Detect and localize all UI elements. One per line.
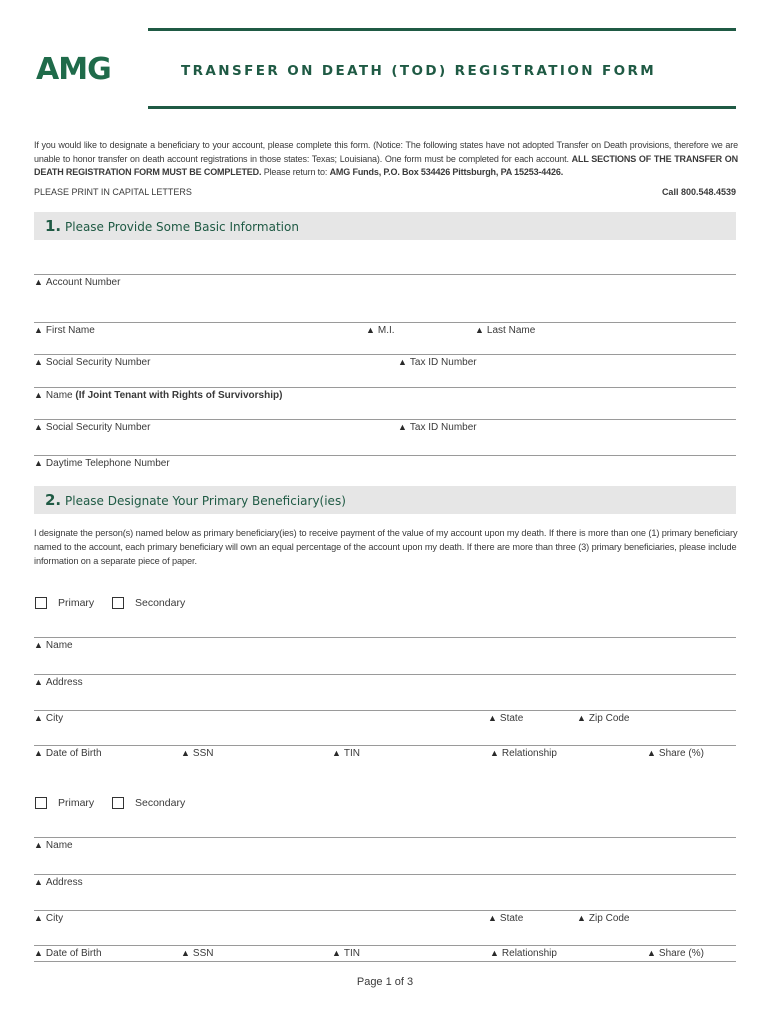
beneficiary-1-name-label: ▲ Name <box>34 640 73 651</box>
last-name-label: ▲ Last Name <box>475 325 536 336</box>
beneficiary-2-city-line[interactable] <box>34 910 736 911</box>
triangle-icon: ▲ <box>647 748 656 758</box>
secondary-label-2: Secondary <box>135 797 186 809</box>
beneficiary-1-dob-label: ▲ Date of Birth <box>34 748 102 759</box>
triangle-icon: ▲ <box>181 748 190 758</box>
section-1-number: 1. <box>45 217 62 235</box>
mi-label: ▲ M.I. <box>366 325 395 336</box>
beneficiary-2-name-line[interactable] <box>34 837 736 838</box>
joint-name-label: ▲ Name (If Joint Tenant with Rights of Survivorship) <box>34 390 283 401</box>
triangle-icon: ▲ <box>34 840 43 850</box>
print-note: PLEASE PRINT IN CAPITAL LETTERS <box>34 187 192 197</box>
phone-label: ▲ Daytime Telephone Number <box>34 458 170 469</box>
triangle-icon: ▲ <box>398 422 407 432</box>
header-top-rule <box>148 28 736 31</box>
ssn-line-2[interactable] <box>34 419 736 420</box>
triangle-icon: ▲ <box>34 390 43 400</box>
tax-id-label-2: ▲ Tax ID Number <box>398 422 477 433</box>
triangle-icon: ▲ <box>34 713 43 723</box>
page-number: Page 1 of 3 <box>356 976 414 988</box>
triangle-icon: ▲ <box>577 713 586 723</box>
beneficiary-2-tin-label: ▲ TIN <box>332 948 361 959</box>
triangle-icon: ▲ <box>34 877 43 887</box>
triangle-icon: ▲ <box>34 677 43 687</box>
joint-name-line[interactable] <box>34 387 736 388</box>
beneficiary-2-dob-line[interactable] <box>34 945 736 946</box>
beneficiary-2-dob-label: ▲ Date of Birth <box>34 948 102 959</box>
beneficiary-paragraph: I designate the person(s) named below as primary beneficiary(ies) to receive payment of the value of my account upon my death. If there is more than one (1) primary beneficiary named to the account, each primary beneficiary will own an equal percentage of the account upon my death. If there are more than three (3) primary beneficiaries, please include information on a separate piece of paper. <box>34 528 738 566</box>
triangle-icon: ▲ <box>34 277 43 287</box>
triangle-icon: ▲ <box>475 325 484 335</box>
triangle-icon: ▲ <box>34 458 43 468</box>
section-2-header <box>34 486 736 514</box>
triangle-icon: ▲ <box>34 325 43 335</box>
triangle-icon: ▲ <box>490 748 499 758</box>
triangle-icon: ▲ <box>577 913 586 923</box>
triangle-icon: ▲ <box>332 748 341 758</box>
triangle-icon: ▲ <box>34 913 43 923</box>
section-2-number: 2. <box>45 491 62 509</box>
beneficiary-2-zip-label: ▲ Zip Code <box>577 913 630 924</box>
amg-logo: AMG <box>36 52 111 87</box>
call-number: Call 800.548.4539 <box>661 187 736 197</box>
beneficiary-1-address-line[interactable] <box>34 674 736 675</box>
beneficiary-1-tin-label: ▲ TIN <box>332 748 361 759</box>
primary-label-1: Primary <box>58 597 95 609</box>
triangle-icon: ▲ <box>488 913 497 923</box>
beneficiary-1-city-label: ▲ City <box>34 713 64 724</box>
tax-id-label-1: ▲ Tax ID Number <box>398 357 477 368</box>
primary-checkbox-1[interactable] <box>35 597 47 609</box>
section-1-title: Please Provide Some Basic Information <box>65 220 299 234</box>
triangle-icon: ▲ <box>34 748 43 758</box>
section-2-title: Please Designate Your Primary Beneficiary(ies) <box>65 494 346 508</box>
intro-paragraph <box>34 139 738 180</box>
phone-line[interactable] <box>34 455 736 456</box>
header-bottom-rule <box>148 106 736 109</box>
beneficiary-1-state-label: ▲ State <box>488 713 524 724</box>
beneficiary-1-zip-label: ▲ Zip Code <box>577 713 630 724</box>
first-name-label: ▲ First Name <box>34 325 95 336</box>
triangle-icon: ▲ <box>34 948 43 958</box>
account-number-label: ▲ Account Number <box>34 277 121 288</box>
beneficiary-1-address-label: ▲ Address <box>34 677 83 688</box>
beneficiary-2-address-label: ▲ Address <box>34 877 83 888</box>
ssn-line-1[interactable] <box>34 354 736 355</box>
triangle-icon: ▲ <box>34 357 43 367</box>
triangle-icon: ▲ <box>488 713 497 723</box>
triangle-icon: ▲ <box>34 640 43 650</box>
beneficiary-2-name-label: ▲ Name <box>34 840 73 851</box>
beneficiary-1-relationship-label: ▲ Relationship <box>490 748 557 759</box>
form-title: TRANSFER ON DEATH (TOD) REGISTRATION FORM <box>181 63 657 79</box>
intro-text: If you would like to designate a beneficiary to your account, please complete this form. (Notice: The following states have not adopted Transfer on Death provisions, therefore we are unable to honor transfer on death account registrations in those states: Texas; Louisiana). One form must be completed for each account. <box>34 140 738 164</box>
beneficiary-2-city-label: ▲ City <box>34 913 64 924</box>
ssn-label-1: ▲ Social Security Number <box>34 357 151 368</box>
return-address: AMG Funds, P.O. Box 534426 Pittsburgh, PA 15253-4426. <box>329 167 564 177</box>
beneficiary-2-share-label: ▲ Share (%) <box>647 948 704 959</box>
account-number-line[interactable] <box>34 274 736 275</box>
intro-return-text: Please return to: <box>261 167 330 177</box>
beneficiary-2-relationship-label: ▲ Relationship <box>490 948 557 959</box>
triangle-icon: ▲ <box>332 948 341 958</box>
secondary-checkbox-1[interactable] <box>112 597 124 609</box>
secondary-checkbox-2[interactable] <box>112 797 124 809</box>
triangle-icon: ▲ <box>181 948 190 958</box>
intro-required-notice: ALL SECTIONS OF THE TRANSFER ON DEATH REGISTRATION FORM MUST BE COMPLETED. <box>34 153 738 177</box>
beneficiary-2-bottom-line <box>34 961 736 962</box>
beneficiary-1-share-label: ▲ Share (%) <box>647 748 704 759</box>
primary-checkbox-2[interactable] <box>35 797 47 809</box>
beneficiary-1-name-line[interactable] <box>34 637 736 638</box>
name-line[interactable] <box>34 322 736 323</box>
ssn-label-2: ▲ Social Security Number <box>34 422 151 433</box>
secondary-label-1: Secondary <box>135 597 186 609</box>
beneficiary-1-ssn-label: ▲ SSN <box>181 748 214 759</box>
triangle-icon: ▲ <box>647 948 656 958</box>
triangle-icon: ▲ <box>366 325 375 335</box>
beneficiary-1-dob-line[interactable] <box>34 745 736 746</box>
triangle-icon: ▲ <box>490 948 499 958</box>
section-1-header <box>34 212 736 240</box>
beneficiary-2-address-line[interactable] <box>34 874 736 875</box>
primary-label-2: Primary <box>58 797 95 809</box>
beneficiary-2-state-label: ▲ State <box>488 913 524 924</box>
triangle-icon: ▲ <box>398 357 407 367</box>
beneficiary-1-city-line[interactable] <box>34 710 736 711</box>
beneficiary-2-ssn-label: ▲ SSN <box>181 948 214 959</box>
triangle-icon: ▲ <box>34 422 43 432</box>
